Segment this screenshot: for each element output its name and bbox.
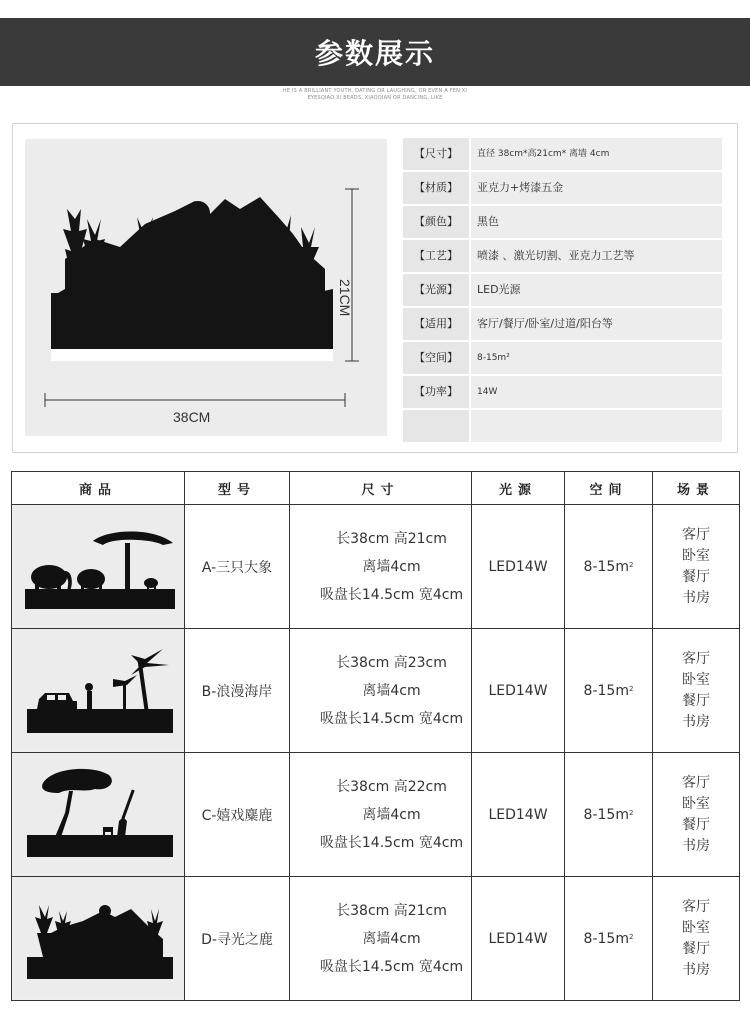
column-header-scene: 场景 xyxy=(653,472,740,505)
title-banner xyxy=(0,18,750,86)
scene-item: 卧室 xyxy=(682,547,710,564)
spec-row-size xyxy=(403,138,722,170)
table-row xyxy=(12,753,740,877)
scene-item: 客厅 xyxy=(682,526,710,543)
scene-cell xyxy=(653,753,740,877)
scene-item: 客厅 xyxy=(682,650,710,667)
product-thumbnail xyxy=(12,505,185,629)
spec-value: 亚克力+烤漆五金 xyxy=(471,172,722,204)
space-cell xyxy=(565,505,653,629)
size-line: 吸盘长14.5cm 宽4cm xyxy=(319,586,464,603)
spec-label: 【尺寸】 xyxy=(403,138,469,170)
scene-item: 餐厅 xyxy=(682,692,710,709)
space-superscript: 2 xyxy=(628,560,634,569)
size-line: 离墙4cm xyxy=(362,806,421,823)
scene-cell xyxy=(653,877,740,1001)
scene-item: 餐厅 xyxy=(682,940,710,957)
spec-value: 客厅/餐厅/卧室/过道/阳台等 xyxy=(471,308,722,340)
spec-label xyxy=(403,410,469,442)
spec-value: 黑色 xyxy=(471,206,722,238)
size-line: 离墙4cm xyxy=(362,682,421,699)
spec-label: 【空间】 xyxy=(403,342,469,374)
light-cell: LED14W xyxy=(472,505,565,629)
table-row xyxy=(12,505,740,629)
spec-label: 【适用】 xyxy=(403,308,469,340)
dimension-lines xyxy=(25,139,387,436)
column-header-model: 型号 xyxy=(185,472,290,505)
column-header-space: 空间 xyxy=(565,472,653,505)
model-cell: A-三只大象 xyxy=(185,505,290,629)
light-cell: LED14W xyxy=(472,629,565,753)
spec-row-power xyxy=(403,376,722,408)
scene-item: 书房 xyxy=(682,589,710,606)
scene-item: 卧室 xyxy=(682,919,710,936)
column-header-light: 光源 xyxy=(472,472,565,505)
size-cell xyxy=(290,753,472,877)
deer-seeking-light-lamp-thumbnail xyxy=(13,877,184,996)
space-superscript: 2 xyxy=(628,932,634,941)
column-header-size: 尺寸 xyxy=(290,472,472,505)
spec-value: 直径 38cm*高21cm* 离墙 4cm xyxy=(471,138,722,170)
size-line: 离墙4cm xyxy=(362,930,421,947)
spec-label: 【材质】 xyxy=(403,172,469,204)
space-superscript: 2 xyxy=(628,684,634,693)
size-line: 吸盘长14.5cm 宽4cm xyxy=(319,958,464,975)
space-cell xyxy=(565,753,653,877)
spec-value xyxy=(471,410,722,442)
space-value: 8-15m xyxy=(583,558,629,575)
spec-row-craft xyxy=(403,240,722,272)
size-cell xyxy=(290,629,472,753)
spec-row-color xyxy=(403,206,722,238)
scene-cell xyxy=(653,629,740,753)
page-title: 参数展示 xyxy=(314,37,435,70)
size-cell xyxy=(290,505,472,629)
spec-value: 8-15m² xyxy=(471,342,722,374)
scene-item: 卧室 xyxy=(682,671,710,688)
light-cell: LED14W xyxy=(472,753,565,877)
spec-value: 14W xyxy=(471,376,722,408)
scene-item: 餐厅 xyxy=(682,816,710,833)
scene-item: 书房 xyxy=(682,961,710,978)
space-value: 8-15m xyxy=(583,682,629,699)
spec-label: 【工艺】 xyxy=(403,240,469,272)
height-dimension-label: 21CM xyxy=(337,279,353,317)
spec-row-empty xyxy=(403,410,722,442)
product-table xyxy=(11,471,740,1001)
model-cell: D-寻光之鹿 xyxy=(185,877,290,1001)
scene-cell xyxy=(653,505,740,629)
scene-item: 卧室 xyxy=(682,795,710,812)
table-header-row xyxy=(12,472,740,505)
tagline-line-1: HE IS A BRILLIANT YOUTH. DATING OR LAUGHING, OR EVEN A FEN XI xyxy=(282,88,468,94)
scene-item: 客厅 xyxy=(682,898,710,915)
spec-panel xyxy=(12,123,738,453)
scene-item: 书房 xyxy=(682,837,710,854)
space-value: 8-15m xyxy=(583,930,629,947)
size-line: 长38cm 高21cm xyxy=(336,530,447,547)
light-cell: LED14W xyxy=(472,877,565,1001)
model-cell: C-嬉戏麋鹿 xyxy=(185,753,290,877)
product-thumbnail xyxy=(12,753,185,877)
size-line: 长38cm 高23cm xyxy=(336,654,447,671)
tagline-line-2: EYESQIAO XI BEADS, XIAOQIAN OR DANCING, LIKE xyxy=(307,95,443,101)
product-thumbnail xyxy=(12,877,185,1001)
product-thumbnail xyxy=(12,629,185,753)
model-cell: B-浪漫海岸 xyxy=(185,629,290,753)
spec-row-usage xyxy=(403,308,722,340)
size-line: 离墙4cm xyxy=(362,558,421,575)
spec-label: 【光源】 xyxy=(403,274,469,306)
product-photo xyxy=(25,139,387,436)
playful-deer-lamp-thumbnail xyxy=(13,753,184,872)
space-superscript: 2 xyxy=(628,808,634,817)
column-header-product: 商品 xyxy=(12,472,185,505)
table-row xyxy=(12,877,740,1001)
space-cell xyxy=(565,877,653,1001)
beach-lamp-thumbnail xyxy=(13,629,184,748)
spec-row-space xyxy=(403,342,722,374)
size-line: 吸盘长14.5cm 宽4cm xyxy=(319,710,464,727)
spec-row-light-source xyxy=(403,274,722,306)
spec-value: LED光源 xyxy=(471,274,722,306)
elephant-lamp-thumbnail xyxy=(13,505,184,624)
space-value: 8-15m xyxy=(583,806,629,823)
width-dimension-label: 38CM xyxy=(173,409,211,425)
scene-item: 书房 xyxy=(682,713,710,730)
spec-label: 【颜色】 xyxy=(403,206,469,238)
size-cell xyxy=(290,877,472,1001)
header xyxy=(0,0,750,116)
table-row xyxy=(12,629,740,753)
spec-value: 喷漆 、激光切割、亚克力工艺等 xyxy=(471,240,722,272)
spec-row-material xyxy=(403,172,722,204)
size-line: 长38cm 高22cm xyxy=(336,778,447,795)
size-line: 吸盘长14.5cm 宽4cm xyxy=(319,834,464,851)
scene-item: 餐厅 xyxy=(682,568,710,585)
size-line: 长38cm 高21cm xyxy=(336,902,447,919)
spec-table xyxy=(403,138,722,444)
scene-item: 客厅 xyxy=(682,774,710,791)
spec-label: 【功率】 xyxy=(403,376,469,408)
space-cell xyxy=(565,629,653,753)
